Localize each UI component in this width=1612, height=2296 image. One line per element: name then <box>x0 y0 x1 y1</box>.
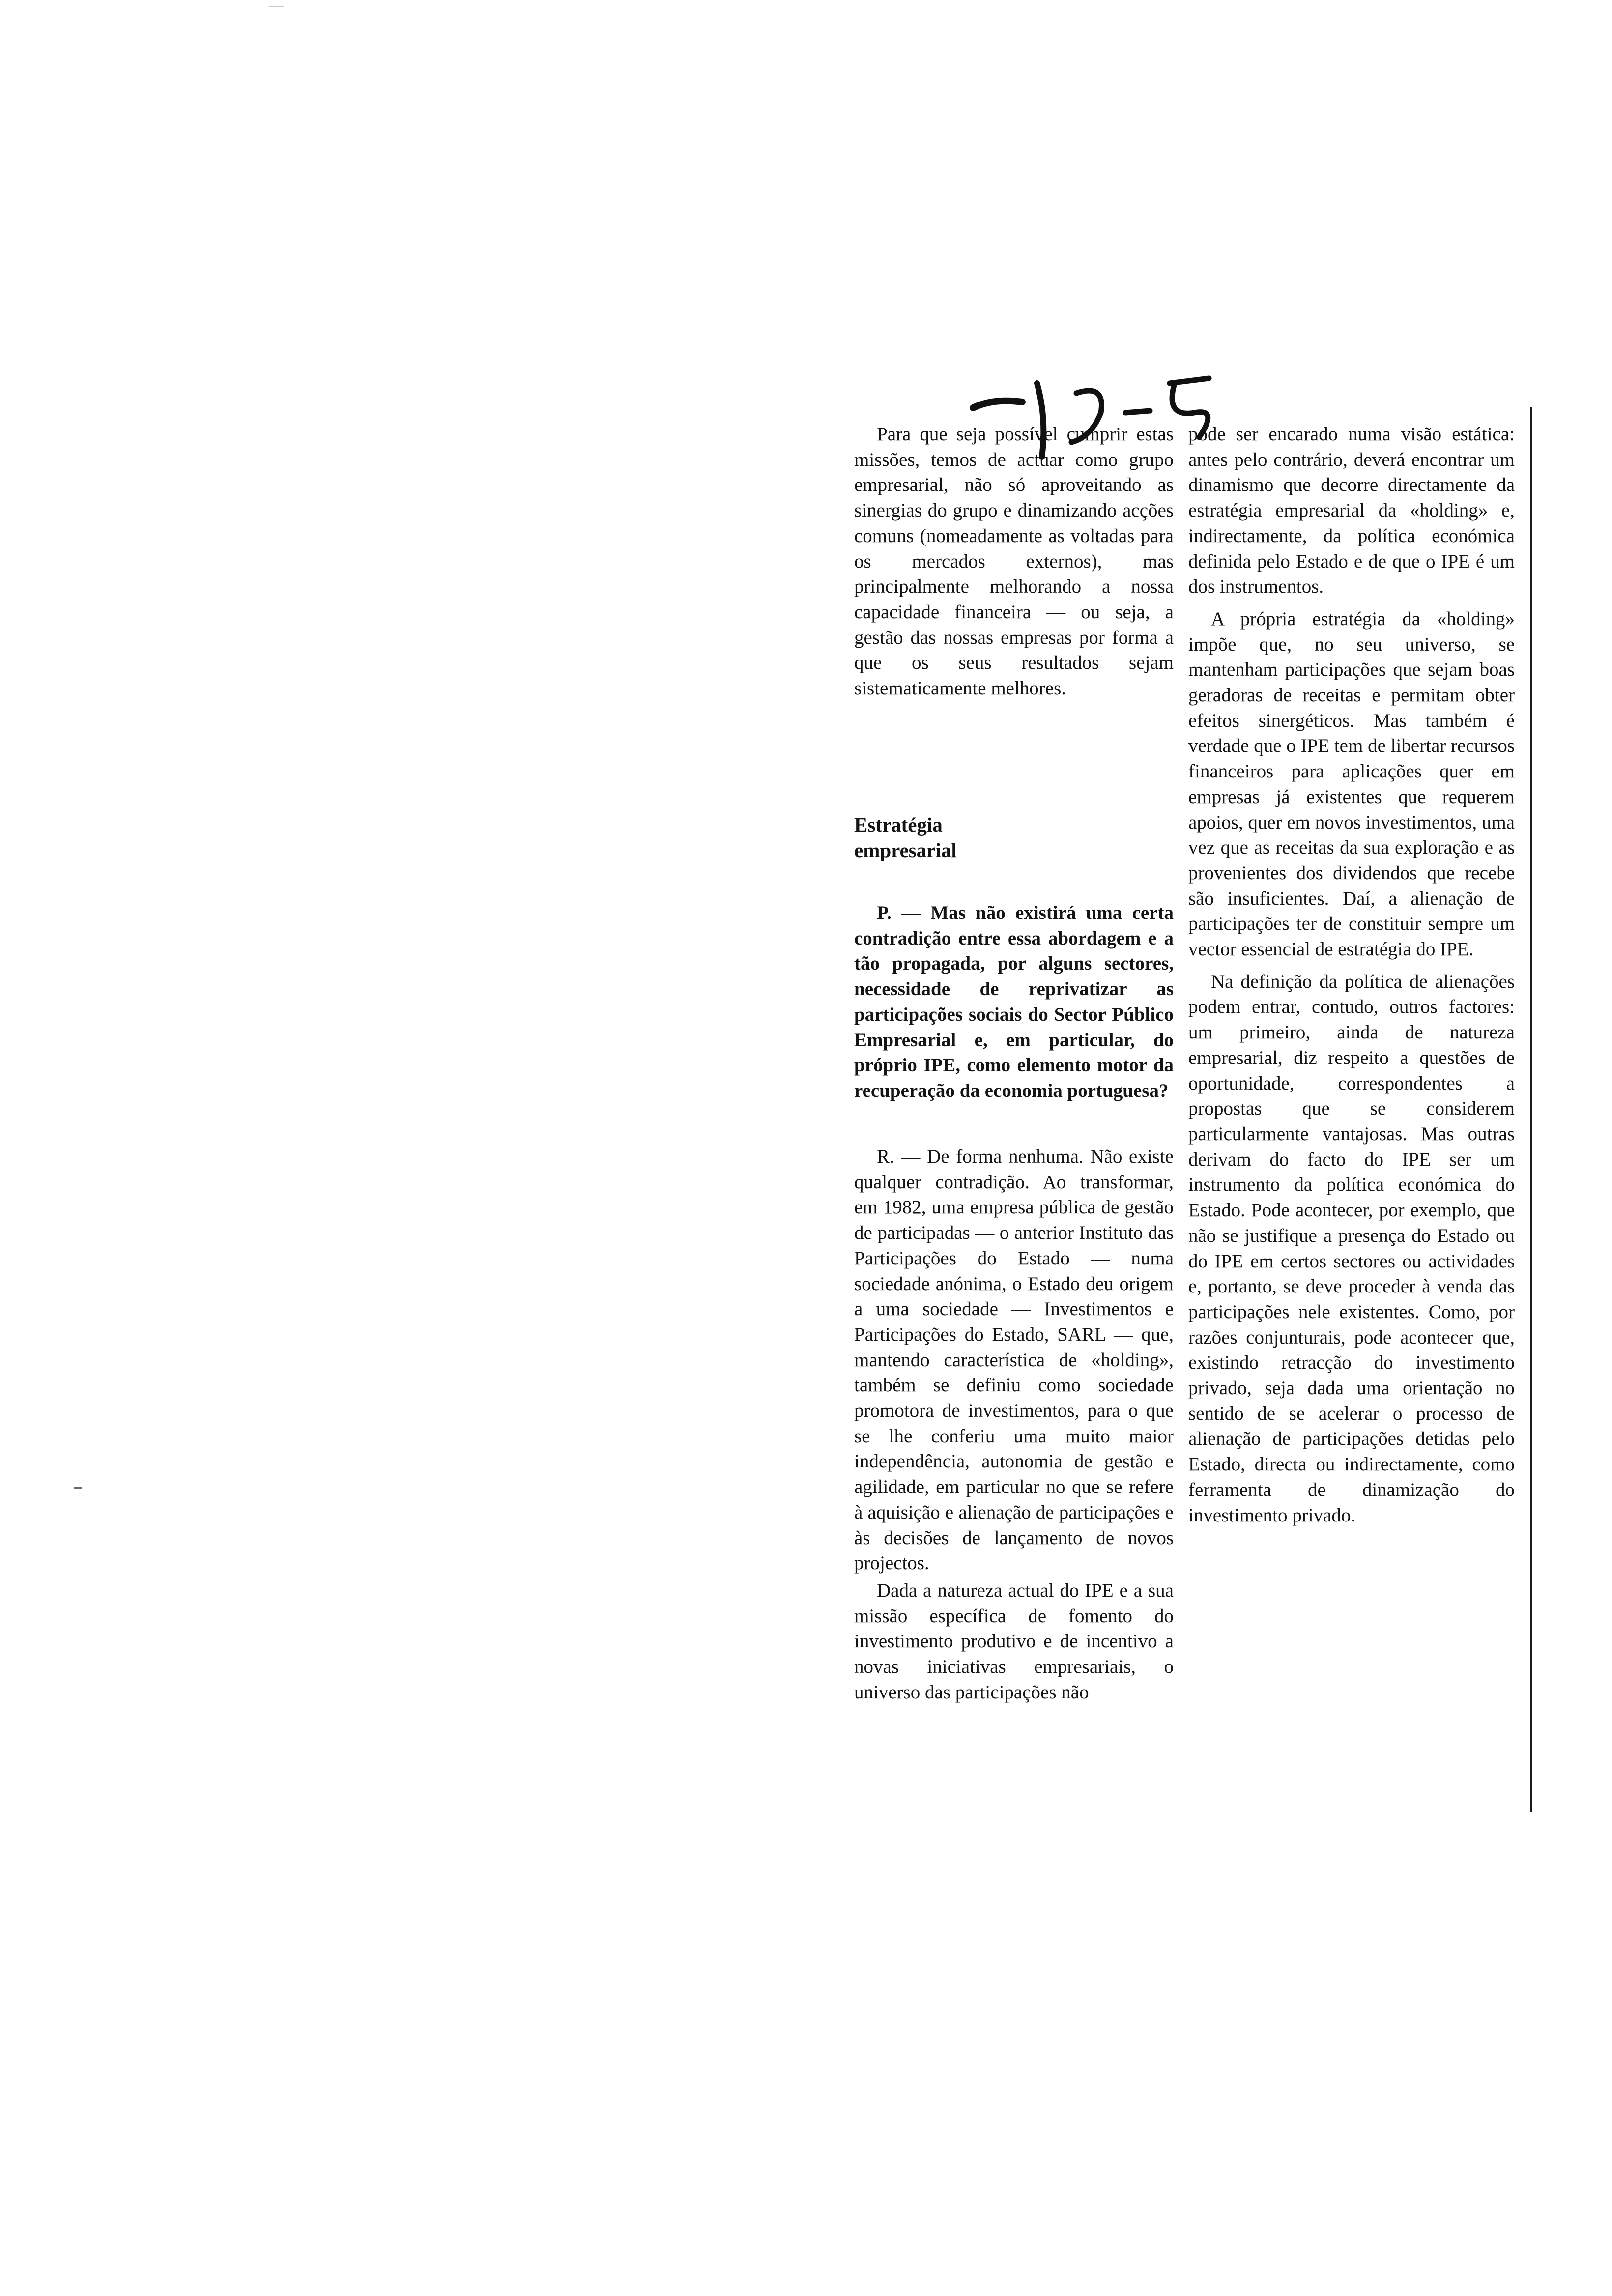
right-paragraph-1: pode ser encarado numa visão estática: antes pelo contrário, deverá encontrar um dinamismo que decorre directamente da estratégia empresarial da «holding» e, indirectamente, da política económica definida pelo Estado e de que o IPE é um dos instrumentos. <box>1188 424 1515 598</box>
left-column <box>854 422 1174 701</box>
intro-paragraph: Para que seja possível cumprir estas missões, temos de actuar como grupo empresarial, não só aproveitando as sinergias do grupo e dinamizando acções comuns (nomeadamente as voltadas para os mercados externos), mas principalmente melhorando a nossa capacidade financeira — ou seja, a gestão das nossas empresas por forma a que os seus resultados sejam sistematicamente melhores. <box>854 424 1174 699</box>
question-text: P. — Mas não existirá uma certa contradição entre essa abordagem e a tão propagada, por alguns sectores, necessidade de reprivatizar as participações sociais do Sector Público Empresarial e, em particular, do próprio IPE, como elemento motor da recuperação da economia portuguesa? <box>854 902 1174 1101</box>
answer-paragraph-2: Dada a natureza actual do IPE e a sua missão específica de fomento do investimento produtivo e de incentivo a novas iniciativas empresariais, o universo das participações não <box>854 1579 1174 1703</box>
right-paragraph-3: Na definição da política de alienações podem entrar, contudo, outros factores: um primeiro, ainda de natureza empresarial, diz respeito a questões de oportunidade, correspondentes a propostas que se considerem particularmente vantajosas. Mas outras derivam do facto do IPE ser um instrumento da política económica do Estado. Pode acontecer, por exemplo, que não se justifique a presença do Estado ou do IPE em certos sectores ou actividades e, portanto, se deve proceder à venda das participações nele existentes. Como, por razões conjunturais, pode acontecer que, existindo retracção do investimento privado, seja dada uma orientação no sentido de se acelerar o processo de alienação de participações detidas pelo Estado, directa ou indirectamente, como ferramenta de dinamização do investimento privado. <box>1188 971 1515 1526</box>
answer-paragraph-1: R. — De forma nenhuma. Não existe qualquer contradição. Ao transformar, em 1982, uma empresa pública de gestão de participadas — o anterior Instituto das Participações do Estado — numa sociedade anónima, o Estado deu origem a uma sociedade — Investimentos e Participações do Estado, SARL — que, mantendo característica de «holding», também se definiu como sociedade promotora de investimentos, para o que se lhe conferiu uma muito maior independência, autonomia de gestão e agilidade, em particular no que se refere à aquisição e alienação de participações e às decisões de lançamento de novos projectos. <box>854 1146 1174 1574</box>
interview-answer <box>854 1144 1174 1705</box>
section-heading <box>854 812 1174 863</box>
interview-question <box>854 900 1174 1104</box>
heading-text: Estratégia empresarial <box>854 813 957 861</box>
right-column <box>1188 422 1515 1528</box>
scan-speck <box>74 1487 82 1489</box>
right-paragraph-2: A própria estratégia da «holding» impõe que, no seu universo, se mantenham participações que sejam boas geradoras de receitas e permitam obter efeitos sinergéticos. Mas também é verdade que o IPE tem de libertar recursos financeiros para aplicações quer em empresas já existentes que requerem apoios, quer em novos investimentos, uma vez que as receitas da sua exploração e as provenientes dos dividendos que recebe são insuficientes. Daí, a alienação de participações ter de constituir sempre um vector essencial de estratégia do IPE. <box>1188 608 1515 960</box>
column-rule <box>1530 407 1532 1812</box>
scan-speck <box>269 6 284 7</box>
